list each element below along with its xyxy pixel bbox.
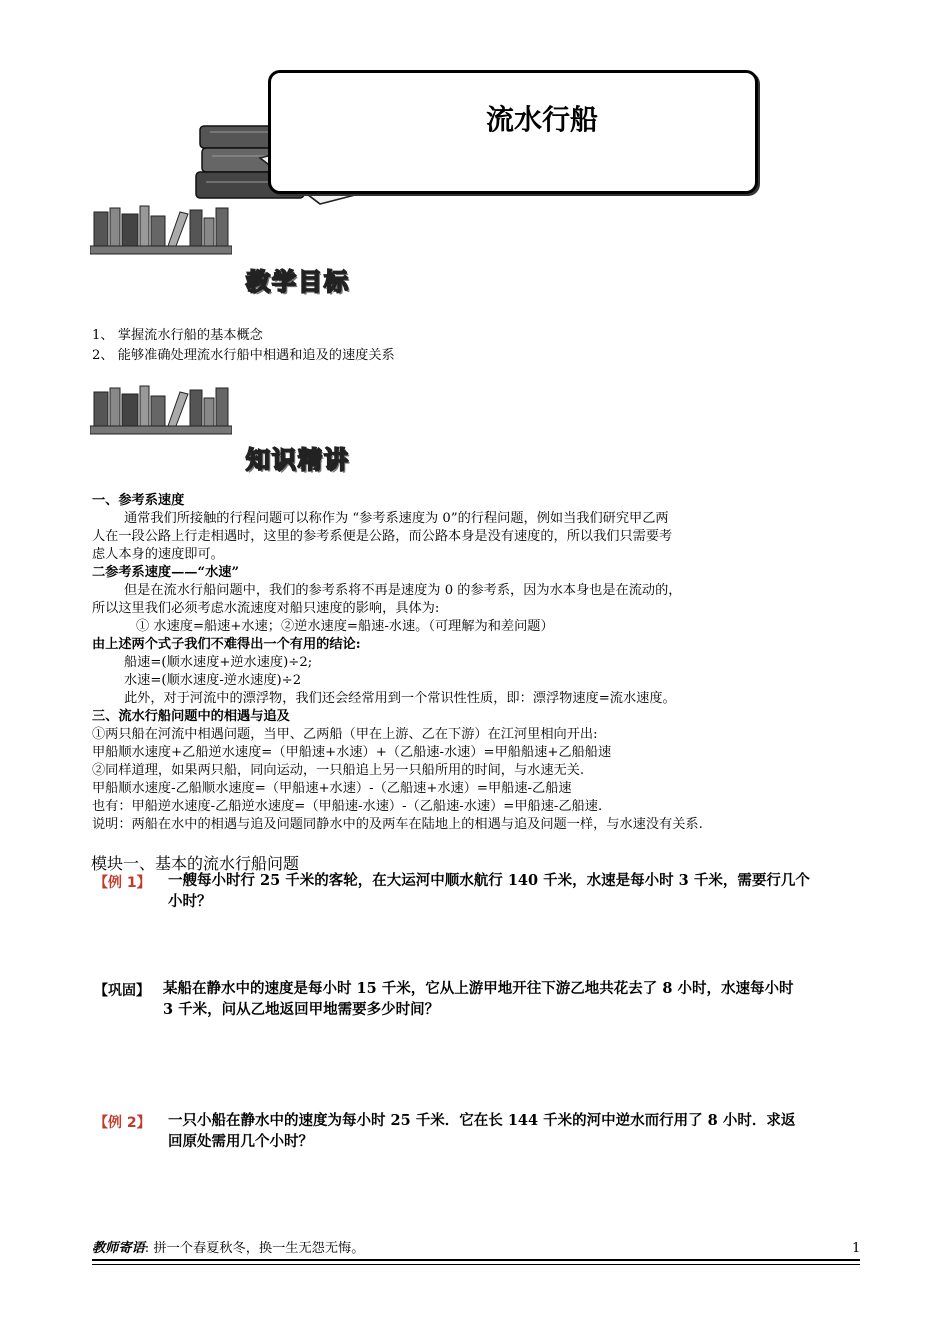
knowledge-line: 所以这里我们必须考虑水流速度对船只速度的影响，具体为:	[92, 601, 440, 616]
formula-line: 船速=(顺水速度+逆水速度)÷2;	[124, 655, 313, 670]
knowledge-heading: 一、参考系速度	[92, 493, 185, 508]
section-title-goals: 教学目标	[246, 268, 350, 296]
example-label: 【巩固】	[94, 983, 150, 999]
knowledge-line: 人在一段公路上行走相遇时，这里的参考系便是公路，而公路本身是没有速度的，所以我们只需要考	[92, 529, 673, 544]
module-title: 模块一、基本的流水行船问题	[91, 854, 300, 873]
footer-label: 教师寄语	[92, 1241, 145, 1256]
knowledge-line: 也有：甲船逆水速度-乙船逆水速度=（甲船速-水速）-（乙船速-水速）=甲船速-乙船速.	[92, 799, 603, 814]
example-text: 一艘每小时行 25 千米的客轮，在大运河中顺水航行 140 千米，水速是每小时 3 千米，需要行几个	[168, 872, 810, 889]
footer-text: : 拼一个春夏秋冬，换一生无怨无悔。	[144, 1241, 365, 1256]
example-text: 回原处需用几个小时？	[168, 1133, 313, 1150]
knowledge-conclusion: 由上述两个式子我们不难得出一个有用的结论:	[92, 637, 361, 652]
knowledge-line: ① 水速度=船速+水速；②逆水速度=船速-水速。（可理解为和差问题）	[136, 619, 554, 634]
footer-quote	[92, 1240, 364, 1258]
knowledge-heading: 二参考系速度——“水速”	[92, 565, 240, 580]
knowledge-line: 但是在流水行船问题中，我们的参考系将不再是速度为 0 的参考系，因为水本身也是在流动的，	[124, 583, 682, 598]
example-text: 某船在静水中的速度是每小时 15 千米，它从上游甲地开往下游乙地共花去了 8 小时，水速每小时	[163, 980, 794, 997]
footer-rule	[92, 1264, 860, 1265]
knowledge-line: 甲船顺水速度+乙船逆水速度=（甲船速+水速）+（乙船速-水速）=甲船船速+乙船船速	[92, 745, 612, 760]
knowledge-line: ②同样道理，如果两只船，同向运动，一只船追上另一只船所用的时间，与水速无关.	[92, 763, 585, 778]
footer-rule	[92, 1259, 860, 1261]
knowledge-line: 说明：两船在水中的相遇与追及问题同静水中的及两车在陆地上的相遇与追及问题一样，与水速没有关系.	[92, 817, 703, 832]
objective-item: 2、 能够准确处理流水行船中相遇和追及的速度关系	[92, 348, 395, 363]
page-title: 流水行船	[486, 103, 599, 136]
example-text: 3 千米，问从乙地返回甲地需要多少时间？	[163, 1001, 440, 1018]
bookshelf-icon	[90, 204, 232, 256]
page-number: 1	[852, 1241, 861, 1256]
example-text: 一只小船在静水中的速度为每小时 25 千米．它在长 144 千米的河中逆水而行用了 8 小时．求返	[168, 1112, 796, 1129]
knowledge-line: ①两只船在河流中相遇问题，当甲、乙两船（甲在上游、乙在下游）在江河里相向开出:	[92, 727, 598, 742]
knowledge-line: 虑人本身的速度即可。	[92, 547, 224, 562]
bookshelf-icon	[90, 384, 232, 436]
example-label: 【例 1】	[94, 875, 151, 891]
objective-item: 1、 掌握流水行船的基本概念	[92, 328, 263, 343]
section-title-knowledge: 知识精讲	[246, 446, 350, 474]
formula-line: 此外，对于河流中的漂浮物，我们还会经常用到一个常识性性质，即：漂浮物速度=流水速度。	[124, 691, 676, 706]
knowledge-line: 甲船顺水速度-乙船顺水速度=（甲船速+水速）-（乙船速+水速）=甲船速-乙船速	[92, 781, 572, 796]
example-text: 小时？	[168, 893, 212, 910]
example-label: 【例 2】	[94, 1115, 151, 1131]
formula-line: 水速=(顺水速度-逆水速度)÷2	[124, 673, 302, 688]
knowledge-heading: 三、流水行船问题中的相遇与追及	[92, 709, 290, 724]
knowledge-line: 通常我们所接触的行程问题可以称作为 “参考系速度为 0”的行程问题，例如当我们研究甲乙两	[124, 511, 669, 526]
